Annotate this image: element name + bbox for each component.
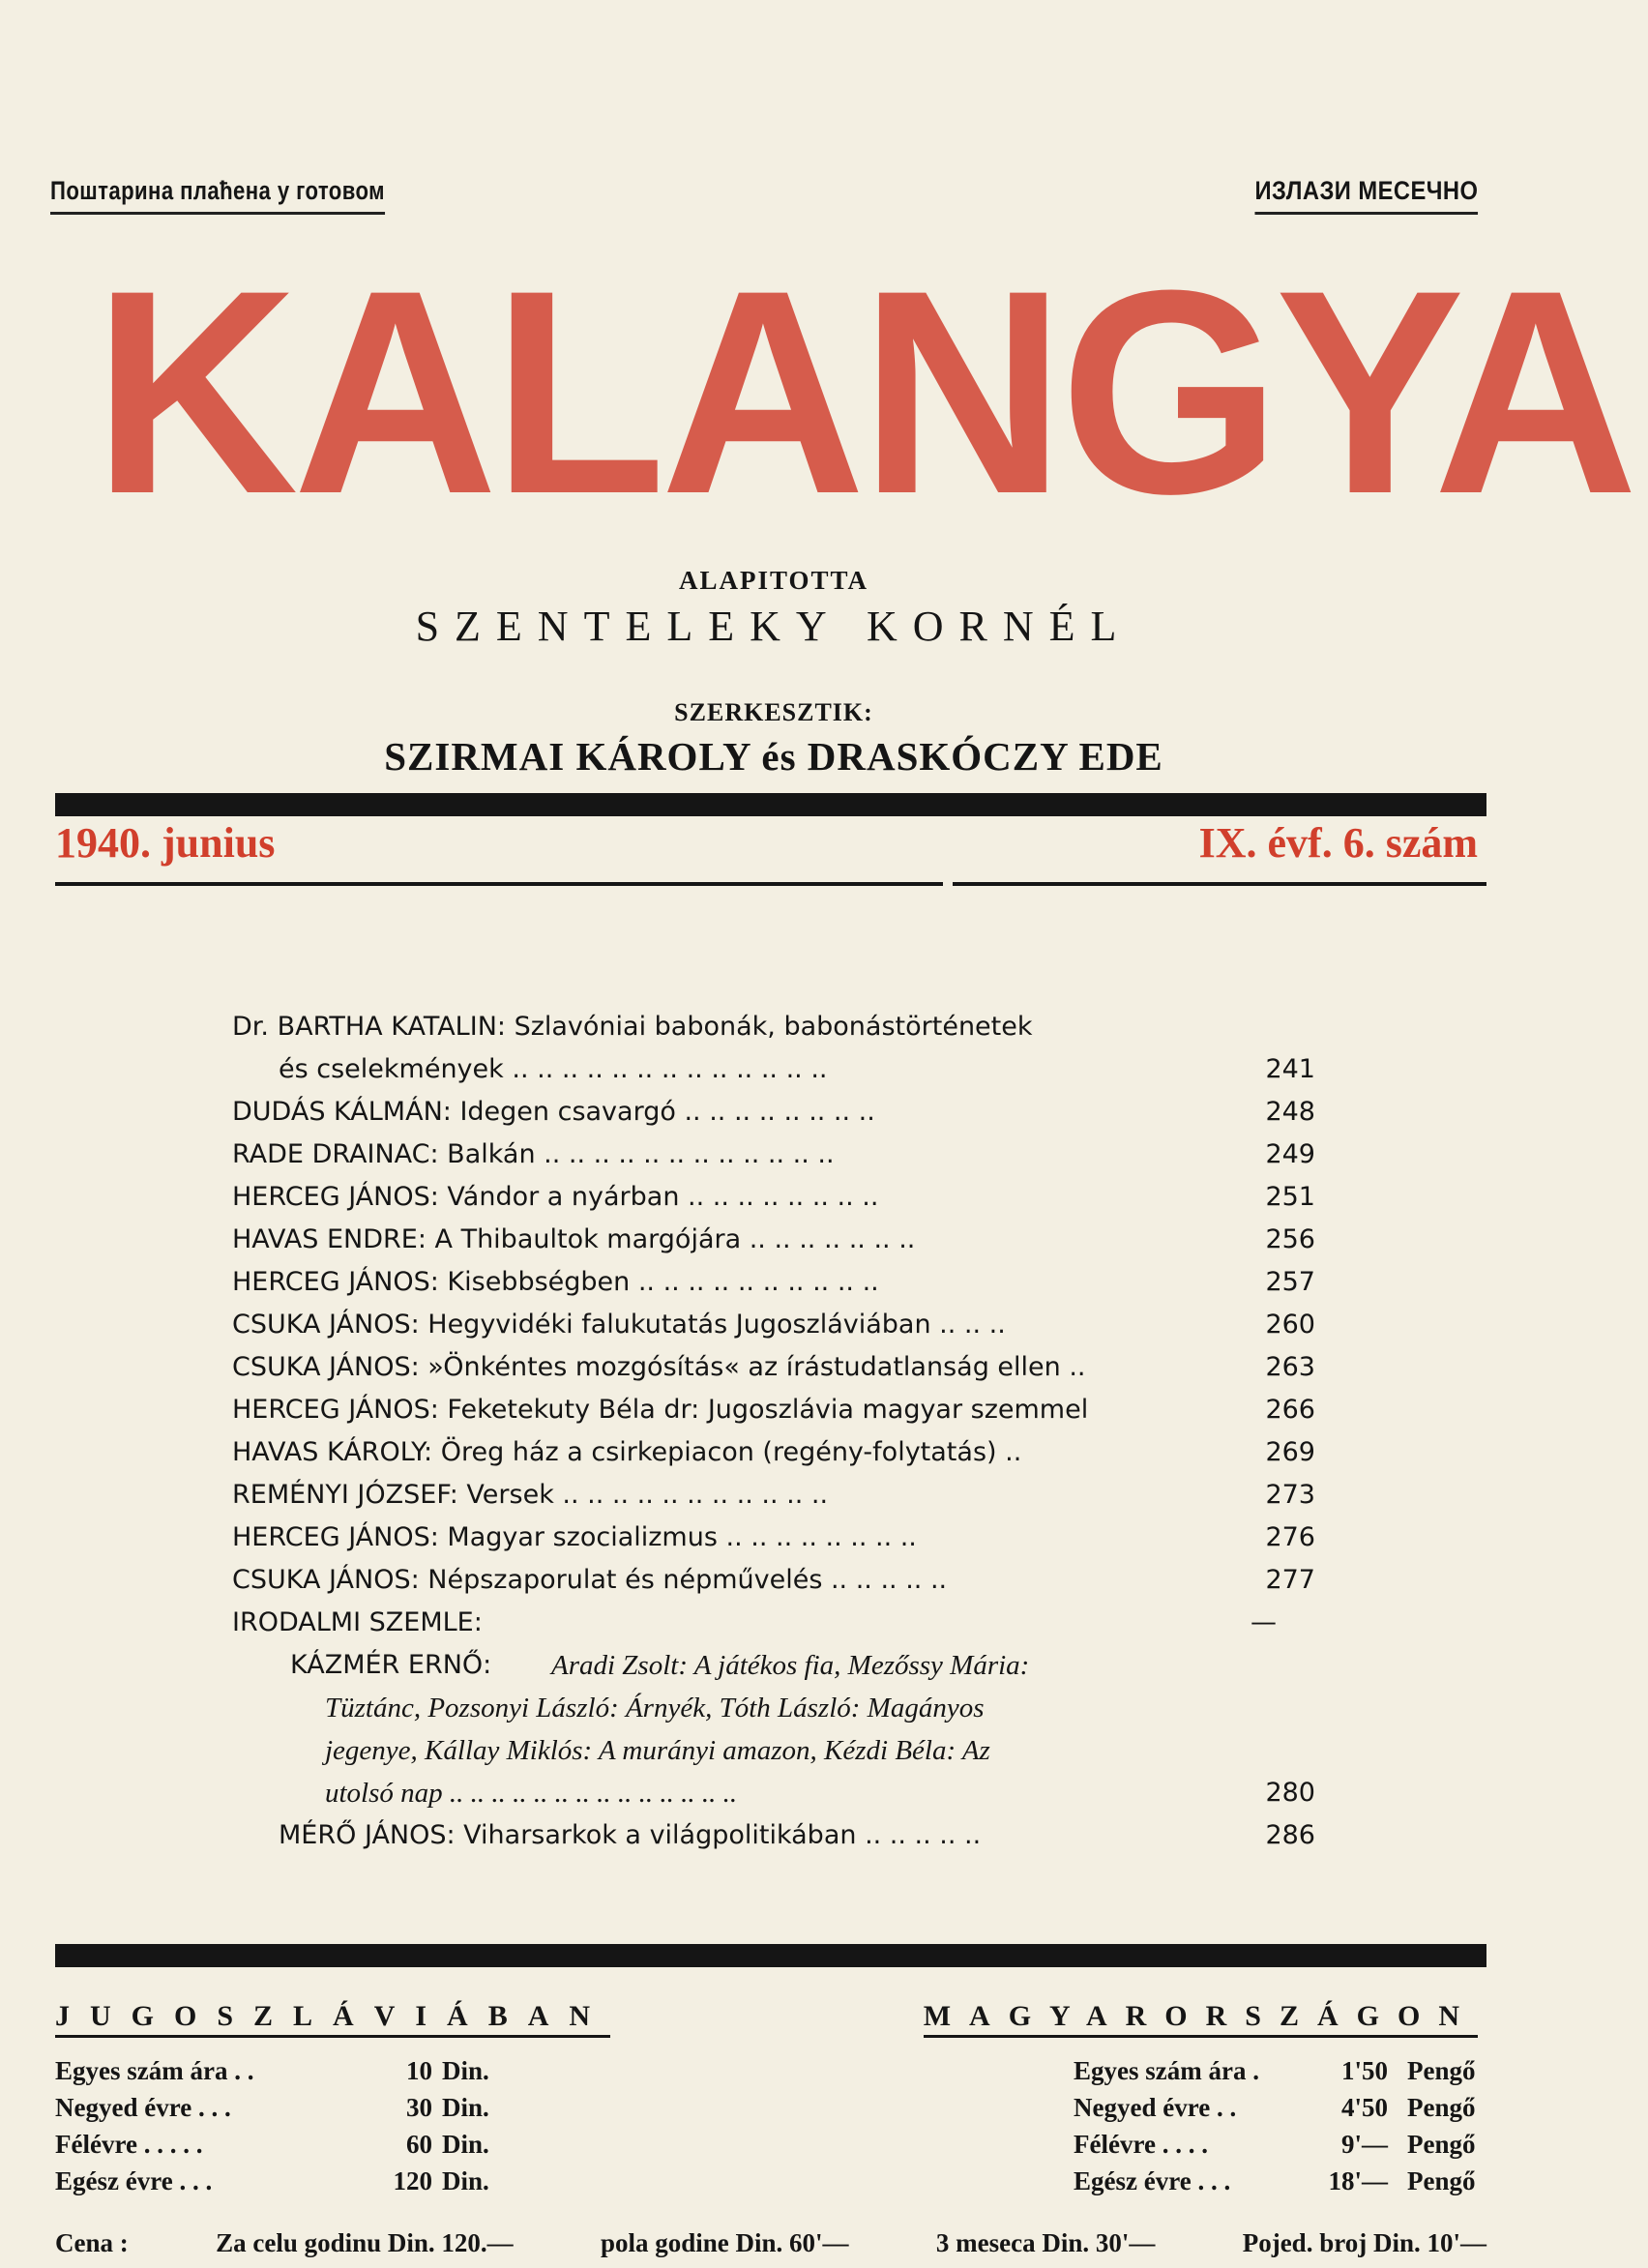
toc-entry-page: 276 — [1265, 1522, 1315, 1552]
toc-entry-title: HERCEG JÁNOS: Vándor a nyárban .. .. .. .. .. .. .. .. — [232, 1182, 879, 1212]
toc-entry — [232, 1474, 1315, 1517]
subscription-yugoslavia-heading: JUGOSZLÁVIÁBAN — [55, 2000, 610, 2038]
toc-entry-title: CSUKA JÁNOS: Népszaporulat és népművelés .. .. .. .. .. — [232, 1565, 948, 1595]
review-line: Tüztánc, Pozsonyi László: Árnyék, Tóth László: Magányos — [325, 1693, 985, 1723]
toc-entry — [232, 1431, 1315, 1474]
footer-label: Cena : — [55, 2228, 129, 2257]
price-row — [1074, 2166, 1489, 2203]
toc-entry-page: 269 — [1265, 1437, 1315, 1467]
review-line: Aradi Zsolt: A játékos fia, Mezőssy Mária: — [551, 1650, 1030, 1681]
price-value: 1'50 — [1340, 2056, 1388, 2085]
toc-entry-title: CSUKA JÁNOS: »Önkéntes mozgósítás« az írástudatlanság ellen .. — [232, 1352, 1086, 1382]
price-currency: Pengő — [1407, 2130, 1476, 2159]
toc-entry-title: HERCEG JÁNOS: Feketekuty Béla dr: Jugoszlávia magyar szemmel — [232, 1395, 1089, 1425]
table-of-contents — [232, 1006, 1315, 1850]
toc-entry-title: REMÉNYI JÓZSEF: Versek .. .. .. .. .. .. .. .. .. .. .. — [232, 1480, 829, 1510]
price-label: Egyes szám ára . — [1074, 2056, 1259, 2085]
toc-entry-page: 263 — [1265, 1352, 1315, 1382]
toc-entry — [232, 1006, 1315, 1048]
toc-entry-page: 266 — [1265, 1395, 1315, 1425]
founder-name: SZENTELEKY KORNÉL — [415, 603, 1133, 650]
price-currency: Din. — [442, 2093, 489, 2122]
issue-date: 1940. junius — [55, 819, 276, 867]
price-value: 9'— — [1340, 2130, 1388, 2159]
toc-entry — [232, 1389, 1315, 1431]
review-page: 280 — [1265, 1778, 1315, 1808]
subscription-hungary-heading: MAGYARORSZÁGON — [924, 2000, 1478, 2038]
toc-entry-page: 260 — [1265, 1310, 1315, 1340]
toc-entry — [232, 1261, 1315, 1304]
postage-note: Поштарина плаћена у готовом — [50, 176, 385, 215]
toc-entry — [232, 1134, 1315, 1176]
masthead — [77, 229, 1633, 554]
toc-entry-title: DUDÁS KÁLMÁN: Idegen csavargó .. .. .. .. .. .. .. .. — [232, 1097, 875, 1127]
toc-entry-title: HAVAS ENDRE: A Thibaultok margójára .. .. .. .. .. .. .. — [232, 1224, 916, 1254]
review-line: jegenye, Kállay Miklós: A murányi amazon, Kézdi Béla: Az — [325, 1735, 990, 1766]
review-author: KÁZMÉR ERNŐ: — [290, 1650, 492, 1680]
footer-year-price: Za celu godinu Din. 120.— — [216, 2228, 514, 2257]
frequency-note: ИЗЛАЗИ МЕСЕЧНО — [1254, 176, 1478, 215]
toc-entry-page: 286 — [1265, 1820, 1315, 1850]
toc-entry — [232, 1176, 1315, 1219]
price-row — [1074, 2056, 1489, 2093]
toc-entry-title: RADE DRAINAC: Balkán .. .. .. .. .. .. .. .. .. .. .. .. — [232, 1139, 835, 1169]
price-value: 30 — [406, 2093, 432, 2122]
price-label: Negyed évre . . . — [55, 2093, 231, 2122]
toc-section-heading — [232, 1602, 1315, 1644]
price-value: 4'50 — [1340, 2093, 1388, 2122]
review-page-row — [1199, 1772, 1315, 1814]
toc-entry-page: 248 — [1265, 1097, 1315, 1127]
price-row — [55, 2093, 500, 2130]
toc-entry-page: 251 — [1265, 1182, 1315, 1212]
toc-entry — [232, 1219, 1315, 1261]
editors-names: SZIRMAI KÁROLY és DRASKÓCZY EDE — [384, 734, 1163, 779]
price-label: Egyes szám ára . . — [55, 2056, 254, 2085]
founded-label: ALAPITOTTA — [678, 566, 869, 595]
price-label: Egész évre . . . — [55, 2166, 213, 2195]
review-line: utolsó nap .. .. .. .. .. .. .. .. .. .. .. .. .. .. — [325, 1778, 738, 1809]
price-currency: Din. — [442, 2056, 489, 2085]
footer-single-price: Pojed. broj Din. 10'— — [1242, 2228, 1486, 2257]
price-value: 18'— — [1328, 2166, 1388, 2195]
price-row — [1074, 2093, 1489, 2130]
divider-issue-left — [55, 882, 943, 886]
price-row — [55, 2056, 500, 2093]
price-value: 10 — [406, 2056, 432, 2085]
price-label: Félévre . . . . — [1074, 2130, 1208, 2159]
price-label: Negyed évre . . — [1074, 2093, 1237, 2122]
divider-top — [55, 793, 1486, 816]
toc-section-title: IRODALMI SZEMLE: — [232, 1607, 483, 1637]
divider-bottom — [55, 1944, 1486, 1967]
toc-entry-title: és cselekmények .. .. .. .. .. .. .. .. .. .. .. .. .. — [279, 1054, 828, 1084]
editors-label: SZERKESZTIK: — [674, 698, 873, 726]
price-footer — [55, 2228, 1486, 2258]
price-currency: Din. — [442, 2130, 489, 2159]
toc-entry-title: HAVAS KÁROLY: Öreg ház a csirkepiacon (regény-folytatás) .. — [232, 1437, 1022, 1467]
toc-entry — [232, 1559, 1315, 1602]
price-value: 120 — [393, 2166, 432, 2195]
review-titles — [551, 1644, 1286, 1687]
toc-entry — [232, 1091, 1315, 1134]
price-label: Egész évre . . . — [1074, 2166, 1231, 2195]
toc-entry — [232, 1517, 1315, 1559]
toc-entry — [232, 1346, 1315, 1389]
toc-entry — [232, 1048, 1315, 1091]
toc-entry-page: 241 — [1265, 1054, 1315, 1084]
toc-entry-title: Dr. BARTHA KATALIN: Szlavóniai babonák, babonástörténetek — [232, 1012, 1033, 1042]
toc-entry-page: 257 — [1265, 1267, 1315, 1297]
price-value: 60 — [406, 2130, 432, 2159]
toc-entry-page: 277 — [1265, 1565, 1315, 1595]
toc-entry — [232, 1304, 1315, 1346]
price-label: Félévre . . . . . — [55, 2130, 203, 2159]
review-titles-continued — [325, 1687, 1311, 1814]
masthead-title: KALANGYA — [93, 229, 1633, 554]
price-row — [1074, 2130, 1489, 2166]
price-row — [55, 2166, 500, 2203]
toc-entry-page: 256 — [1265, 1224, 1315, 1254]
subscription-hungary-prices — [1074, 2056, 1489, 2203]
subscription-yugoslavia-prices — [55, 2056, 500, 2203]
price-currency: Pengő — [1407, 2093, 1476, 2122]
footer-quarter-price: 3 meseca Din. 30'— — [935, 2228, 1156, 2257]
toc-section-dash: — — [1251, 1607, 1277, 1637]
toc-entry — [232, 1814, 1315, 1857]
price-currency: Pengő — [1407, 2056, 1476, 2085]
toc-entry-title: MÉRŐ JÁNOS: Viharsarkok a világpolitikában .. .. .. .. .. — [279, 1820, 982, 1850]
divider-issue-right — [953, 882, 1486, 886]
footer-half-year-price: pola godine Din. 60'— — [601, 2228, 849, 2257]
toc-entry-page: 249 — [1265, 1139, 1315, 1169]
toc-entry-title: CSUKA JÁNOS: Hegyvidéki falukutatás Jugoszláviában .. .. .. — [232, 1310, 1006, 1340]
toc-entry-title: HERCEG JÁNOS: Magyar szocializmus .. .. .. .. .. .. .. .. — [232, 1522, 917, 1552]
price-currency: Pengő — [1407, 2166, 1476, 2195]
issue-number: IX. évf. 6. szám — [1198, 819, 1478, 867]
top-line — [50, 176, 1478, 224]
toc-entry-page: 273 — [1265, 1480, 1315, 1510]
toc-entry-title: HERCEG JÁNOS: Kisebbségben .. .. .. .. .. .. .. .. .. .. — [232, 1267, 879, 1297]
price-row — [55, 2130, 500, 2166]
price-currency: Din. — [442, 2166, 489, 2195]
